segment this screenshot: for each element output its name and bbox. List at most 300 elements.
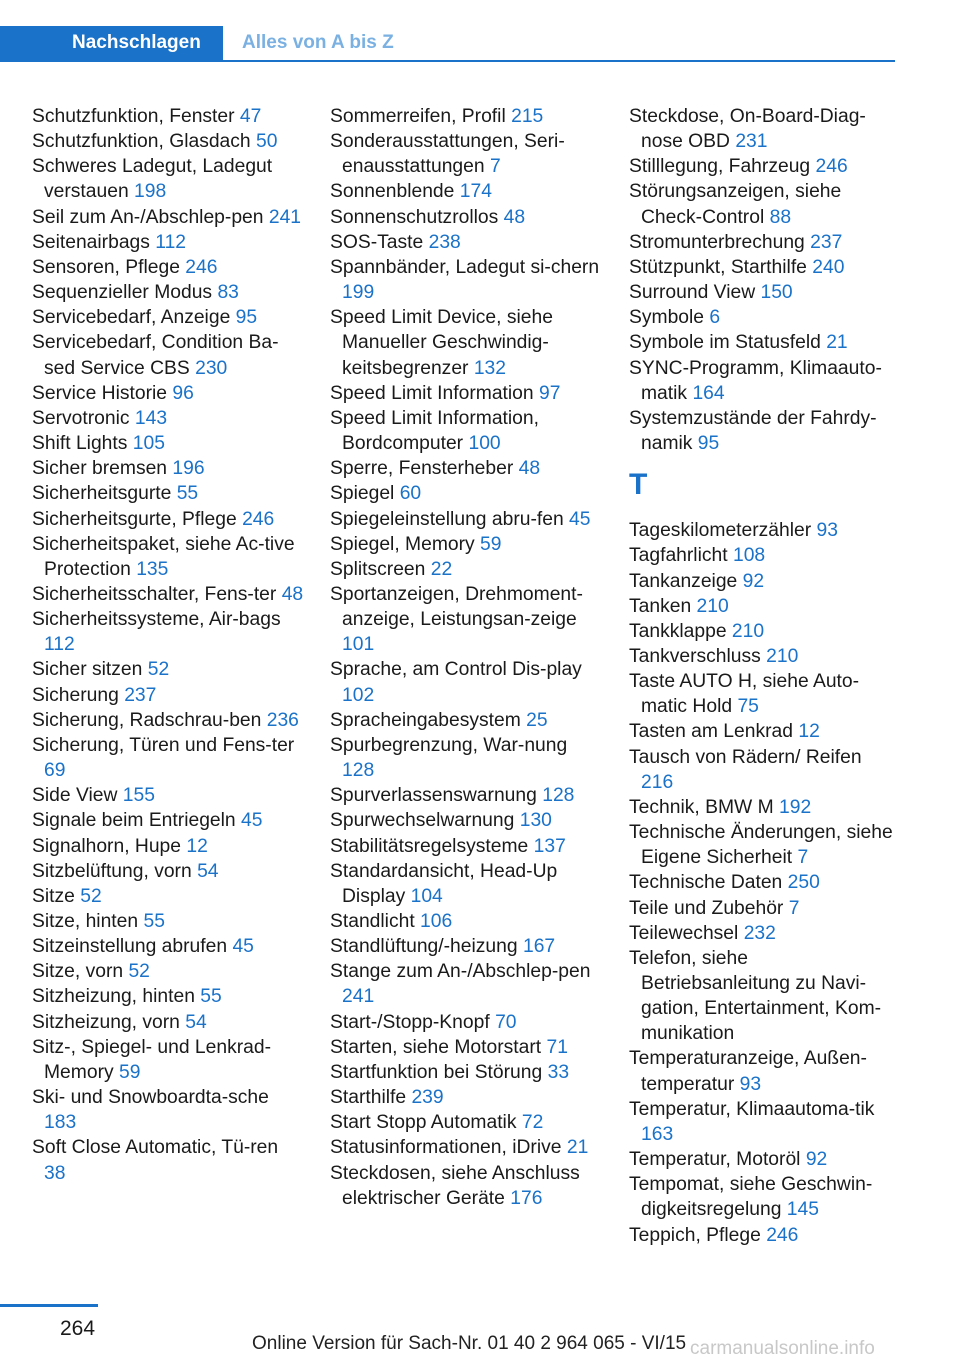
page-link[interactable]: 246 <box>185 256 218 278</box>
index-term: Ski- und Snowboardta-sche <box>32 1087 269 1109</box>
page-link[interactable]: 132 <box>473 357 506 379</box>
index-term: Schutzfunktion, Fenster <box>32 106 235 127</box>
page-link[interactable]: 196 <box>172 458 205 480</box>
index-entry <box>32 783 304 808</box>
index-term: Signale beim Entriegeln <box>32 810 236 832</box>
index-entry <box>330 783 602 808</box>
page-link[interactable]: 164 <box>692 382 725 404</box>
index-term: Service Historie <box>32 382 168 404</box>
index-entry <box>330 909 602 934</box>
index-term: Tankanzeige <box>629 570 738 592</box>
page-link[interactable]: 240 <box>812 256 845 278</box>
page-link[interactable]: 176 <box>510 1187 543 1209</box>
page-link[interactable]: 246 <box>815 156 848 178</box>
page-link[interactable]: 7 <box>797 847 809 869</box>
index-term: Speed Limit Information <box>330 382 534 404</box>
index-term: Sitzeinstellung abrufen <box>32 936 228 958</box>
index-entry <box>629 518 899 543</box>
index-term: Standardansicht, Head-Up Display <box>330 860 558 907</box>
index-entry <box>330 959 602 1009</box>
header-tabbar <box>0 26 895 62</box>
index-term: Speed Limit Device, siehe Manueller Geschwindig-keitsbegrenzer <box>330 307 553 379</box>
tab-nachschlagen[interactable] <box>0 26 223 60</box>
index-term: Servicebedarf, Condition Ba-sed Service CBS <box>32 332 279 379</box>
index-entry <box>32 431 304 456</box>
index-entry <box>32 1035 304 1085</box>
index-entry <box>330 859 602 909</box>
index-term: Tankklappe <box>629 620 727 642</box>
index-entry <box>629 870 899 895</box>
index-term: Stilllegung, Fahrzeug <box>629 156 811 178</box>
index-term: Sicher bremsen <box>32 458 168 480</box>
index-entry <box>330 481 602 506</box>
page-link[interactable]: 45 <box>241 810 263 832</box>
index-term: Tasten am Lenkrad <box>629 721 793 743</box>
index-term: Seitenairbags <box>32 231 150 253</box>
index-term: Systemzustände der Fahrdy-namik <box>629 407 877 455</box>
index-term: Teppich, Pflege <box>629 1224 761 1246</box>
page-link[interactable]: 92 <box>805 1149 828 1171</box>
index-term: Speed Limit Information, Bordcomputer <box>330 407 539 455</box>
index-entry <box>629 1223 899 1248</box>
index-entry <box>629 820 899 870</box>
index-term: Spiegel, Memory <box>330 533 475 555</box>
page-link[interactable]: 54 <box>185 1011 207 1033</box>
index-entry <box>32 330 304 380</box>
page-link[interactable]: 241 <box>268 206 302 228</box>
index-term: Sicherheitssysteme, Air-bags <box>32 609 281 631</box>
page-link[interactable]: 241 <box>342 986 375 1008</box>
index-term: Taste AUTO H, siehe Auto-matic Hold <box>629 671 860 718</box>
index-term: Tempomat, siehe Geschwin-digkeitsregelung <box>629 1174 873 1221</box>
index-entry <box>330 834 602 859</box>
page-link[interactable]: 48 <box>281 583 304 605</box>
index-entry <box>629 619 899 644</box>
page-link[interactable]: 21 <box>566 1137 589 1159</box>
index-entry <box>330 255 602 305</box>
index-term: Stange zum An-/Abschlep-pen <box>330 961 591 983</box>
index-entry <box>330 1110 602 1135</box>
index-entry <box>629 745 899 795</box>
index-term: Starthilfe <box>330 1087 407 1109</box>
index-term: Side View <box>32 785 118 807</box>
page-link[interactable]: 97 <box>539 382 561 404</box>
index-entry <box>32 909 304 934</box>
index-term: SOS-Taste <box>330 231 424 253</box>
index-entry <box>629 543 899 568</box>
index-entry <box>32 1135 304 1185</box>
page-link[interactable]: 69 <box>44 760 66 782</box>
index-term: Technik, BMW M <box>629 796 774 818</box>
index-entry <box>330 1010 602 1035</box>
page-link[interactable]: 112 <box>155 231 187 253</box>
page-link[interactable]: 104 <box>410 885 443 907</box>
index-entry <box>629 569 899 594</box>
index-term: Steckdosen, siehe Anschluss elektrischer Geräte <box>330 1162 580 1209</box>
index-entry <box>32 1010 304 1035</box>
page-link[interactable]: 102 <box>342 684 375 706</box>
index-term: Splitscreen <box>330 558 426 580</box>
page-link[interactable]: 250 <box>787 872 820 894</box>
page-link[interactable]: 72 <box>521 1112 544 1134</box>
index-term: Signalhorn, Hupe <box>32 835 181 857</box>
footer-rule <box>0 1304 98 1307</box>
page-link[interactable]: 92 <box>742 570 765 592</box>
index-entry <box>330 1035 602 1060</box>
index-entry <box>629 330 899 355</box>
index-entry <box>32 834 304 859</box>
index-entry <box>32 481 304 506</box>
page-link[interactable]: 112 <box>44 634 75 656</box>
page-link[interactable]: 237 <box>810 231 843 253</box>
index-term: Sitzbelüftung, vorn <box>32 860 192 882</box>
page-link[interactable]: 231 <box>735 131 768 153</box>
page-link[interactable]: 21 <box>826 332 848 354</box>
index-term: Sonderausstattungen, Seri-enausstattungen <box>330 131 565 178</box>
page-link[interactable]: 54 <box>197 860 219 882</box>
index-entry <box>629 1046 899 1096</box>
index-entry <box>32 683 304 708</box>
index-term: Statusinformationen, iDrive <box>330 1137 562 1159</box>
index-term: Sitzheizung, hinten <box>32 986 195 1008</box>
page-link[interactable]: 75 <box>737 696 759 718</box>
index-term: Start-/Stopp-Knopf <box>330 1011 490 1033</box>
index-term: Spiegeleinstellung abru-fen <box>330 508 564 530</box>
page-link[interactable]: 192 <box>779 796 812 818</box>
index-entry <box>629 921 899 946</box>
index-entry <box>32 280 304 305</box>
page-link[interactable]: 96 <box>172 382 194 404</box>
index-term: Start Stopp Automatik <box>330 1112 517 1134</box>
page-link[interactable]: 38 <box>44 1162 66 1184</box>
index-entry <box>330 406 602 456</box>
online-version-note: Online Version für Sach-Nr. 01 40 2 964 065 - VI/15 <box>252 1333 687 1354</box>
index-term: Technische Änderungen, siehe Eigene Sicherheit <box>629 822 893 869</box>
index-entry <box>629 1172 899 1222</box>
index-term: Sperre, Fensterheber <box>330 458 514 480</box>
page-link[interactable]: 7 <box>788 897 800 919</box>
page-link[interactable]: 52 <box>147 659 170 681</box>
index-term: Seil zum An-/Abschlep-pen <box>32 206 264 228</box>
page-link[interactable]: 198 <box>134 181 167 203</box>
tab-nachschlagen-label: Nachschlagen <box>72 32 201 53</box>
page-link[interactable]: 95 <box>697 433 720 455</box>
index-entry <box>629 406 899 456</box>
index-entry <box>32 607 304 657</box>
page-link[interactable]: 47 <box>239 106 262 127</box>
index-entry <box>32 104 304 129</box>
index-entry <box>330 1085 602 1110</box>
index-entry <box>32 808 304 833</box>
index-term: Sonnenblende <box>330 181 455 203</box>
index-term: Sicherung, Radschrau-ben <box>32 709 262 731</box>
index-term: Sicher sitzen <box>32 659 143 681</box>
index-term: Surround View <box>629 282 756 304</box>
index-entry <box>629 179 899 229</box>
index-entry <box>32 859 304 884</box>
tab-alles-von-a-bis-z[interactable]: Alles von A bis Z <box>242 32 394 53</box>
page-link[interactable]: 230 <box>195 357 228 379</box>
index-term: Sitzheizung, vorn <box>32 1011 180 1033</box>
page-link[interactable]: 55 <box>200 986 222 1008</box>
index-entry <box>32 456 304 481</box>
page-link[interactable]: 50 <box>256 131 278 153</box>
index-term: SYNC-Programm, Klimaauto-matik <box>629 357 882 404</box>
page-link[interactable]: 59 <box>480 533 502 555</box>
index-term: Sportanzeigen, Drehmoment-anzeige, Leistungsan-zeige <box>330 583 583 631</box>
index-term: Stützpunkt, Starthilfe <box>629 256 807 278</box>
index-entry <box>330 1135 602 1160</box>
index-term: Sicherheitsgurte, Pflege <box>32 508 237 530</box>
index-term: Sonnenschutzrollos <box>330 206 499 228</box>
page-link[interactable]: 137 <box>533 835 566 857</box>
page-link[interactable]: 232 <box>743 922 776 944</box>
page-link[interactable]: 238 <box>428 231 461 253</box>
index-entry <box>629 946 899 1047</box>
index-term: Spurverlassenswarnung <box>330 785 537 807</box>
index-column-3 <box>629 104 899 1248</box>
index-term: Sicherung <box>32 684 119 706</box>
index-term: Temperatur, Motoröl <box>629 1149 801 1171</box>
page-link[interactable]: 130 <box>519 810 552 832</box>
index-entry <box>32 984 304 1009</box>
page-link[interactable]: 33 <box>547 1061 570 1083</box>
index-entry <box>629 1097 899 1147</box>
page-link[interactable]: 93 <box>739 1073 762 1095</box>
index-entry <box>330 532 602 557</box>
index-term: Spurbegrenzung, War-nung <box>330 734 568 756</box>
index-term: Sensoren, Pflege <box>32 256 180 278</box>
index-entry <box>629 255 899 280</box>
index-entry <box>330 1060 602 1085</box>
index-term: Servicebedarf, Anzeige <box>32 307 231 329</box>
index-term: Technische Daten <box>629 872 783 894</box>
index-term: Tagfahrlicht <box>629 545 728 567</box>
page-link[interactable]: 163 <box>641 1123 674 1145</box>
index-entry <box>32 934 304 959</box>
index-entry <box>330 557 602 582</box>
index-term: Stabilitätsregelsysteme <box>330 835 529 857</box>
index-term: Sitz-, Spiegel- und Lenkrad-Memory <box>32 1036 272 1083</box>
page-link[interactable]: 215 <box>511 106 544 127</box>
page-link[interactable]: 105 <box>132 433 165 455</box>
page-link[interactable]: 210 <box>766 645 799 667</box>
page-link[interactable]: 83 <box>217 282 239 304</box>
index-term: Spannbänder, Ladegut si-chern <box>330 256 600 278</box>
page-number: 264 <box>60 1317 96 1340</box>
index-entry <box>330 456 602 481</box>
index-entry <box>629 280 899 305</box>
page-link[interactable]: 246 <box>242 508 275 530</box>
index-term: Sequenzieller Modus <box>32 282 213 304</box>
page-link[interactable]: 100 <box>468 433 501 455</box>
page-link[interactable]: 135 <box>136 558 169 580</box>
index-entry <box>32 381 304 406</box>
index-term: Sitze <box>32 885 75 907</box>
index-entry <box>32 959 304 984</box>
page-link[interactable]: 25 <box>526 709 548 731</box>
index-term: Symbole im Statusfeld <box>629 332 821 354</box>
index-term: Spiegel <box>330 483 395 505</box>
index-term: Schutzfunktion, Glasdach <box>32 131 251 153</box>
index-term: Sitze, vorn <box>32 961 124 983</box>
index-entry <box>32 205 304 230</box>
index-term: Stromunterbrechung <box>629 231 805 253</box>
page-link[interactable]: 55 <box>143 911 165 932</box>
page-link[interactable]: 48 <box>503 206 526 228</box>
index-entry <box>330 305 602 380</box>
index-entry <box>32 305 304 330</box>
page-link[interactable]: 12 <box>186 835 208 857</box>
page-link[interactable]: 183 <box>44 1112 77 1134</box>
index-column-2 <box>330 104 602 1211</box>
index-term: Steckdose, On-Board-Diag-nose OBD <box>629 106 866 153</box>
index-term: Shift Lights <box>32 433 128 455</box>
index-entry <box>629 795 899 820</box>
page-link[interactable]: 55 <box>176 483 199 505</box>
page-link[interactable]: 236 <box>266 709 299 731</box>
index-entry <box>32 1085 304 1135</box>
page-link[interactable]: 128 <box>542 785 575 807</box>
index-term: Tanken <box>629 595 692 617</box>
page-link[interactable]: 101 <box>342 634 375 656</box>
page-link[interactable]: 167 <box>522 936 556 958</box>
section-letter: T <box>629 468 648 502</box>
index-term: Spurwechselwarnung <box>330 810 515 832</box>
index-term: Tageskilometerzähler <box>629 520 812 542</box>
index-entry <box>330 708 602 733</box>
index-term: Sitze, hinten <box>32 911 139 932</box>
index-entry <box>32 255 304 280</box>
index-entry <box>330 934 602 959</box>
index-entry <box>32 532 304 582</box>
index-entry <box>330 381 602 406</box>
page-link[interactable]: 128 <box>342 760 375 782</box>
index-column-1 <box>32 104 304 1186</box>
index-term: Teilewechsel <box>629 922 739 944</box>
index-term: Schweres Ladegut, Ladegut verstauen <box>32 156 273 203</box>
index-entry <box>32 129 304 154</box>
page-link[interactable]: 210 <box>696 595 729 617</box>
index-term: Telefon, siehe Betriebsanleitung zu Navi-gation, Entertainment, Kom-munikation <box>629 947 882 1045</box>
page-link[interactable]: 239 <box>411 1087 444 1109</box>
index-term: Sicherheitspaket, siehe Ac-tive Protection <box>32 533 295 580</box>
page-link[interactable]: 150 <box>760 282 793 304</box>
index-term: Starten, siehe Motorstart <box>330 1036 542 1058</box>
page-link[interactable]: 155 <box>122 785 155 807</box>
index-entry <box>32 154 304 204</box>
page-link[interactable]: 106 <box>420 911 453 932</box>
index-term: Servotronic <box>32 407 130 429</box>
index-term: Sprache, am Control Dis-play <box>330 659 582 681</box>
index-entry <box>629 644 899 669</box>
index-entry <box>330 657 602 707</box>
index-entry <box>32 708 304 733</box>
index-entry <box>330 733 602 783</box>
index-entry <box>32 406 304 431</box>
index-entry <box>629 104 899 154</box>
index-entry <box>330 129 602 179</box>
index-entry <box>629 896 899 921</box>
index-entry <box>629 719 899 744</box>
index-entry <box>330 808 602 833</box>
page-link[interactable]: 237 <box>124 684 157 706</box>
page-link[interactable]: 22 <box>430 558 453 580</box>
index-entry <box>32 230 304 255</box>
index-entry <box>330 104 602 129</box>
index-entry <box>629 230 899 255</box>
index-entry <box>629 1147 899 1172</box>
index-term: Startfunktion bei Störung <box>330 1061 543 1083</box>
index-term: Teile und Zubehör <box>629 897 784 919</box>
index-entry <box>629 356 899 406</box>
index-entry <box>32 507 304 532</box>
page-link[interactable]: 143 <box>134 407 168 429</box>
index-term: Störungsanzeigen, siehe Check-Control <box>629 181 842 228</box>
index-entry <box>32 582 304 607</box>
header-rule <box>0 60 895 62</box>
page-link[interactable]: 45 <box>569 508 591 530</box>
index-entry <box>629 594 899 619</box>
page-link[interactable]: 216 <box>641 771 674 793</box>
index-entry <box>330 230 602 255</box>
page-link[interactable]: 145 <box>786 1199 819 1221</box>
page-link[interactable]: 95 <box>235 307 258 329</box>
page-link[interactable]: 7 <box>489 156 501 178</box>
index-term: Spracheingabesystem <box>330 709 521 731</box>
index-term: Temperaturanzeige, Außen-temperatur <box>629 1048 867 1095</box>
page-link[interactable]: 71 <box>546 1036 568 1058</box>
page-link[interactable]: 108 <box>732 545 766 567</box>
page-link[interactable]: 12 <box>798 721 820 743</box>
index-term: Symbole <box>629 307 705 329</box>
index-entry <box>629 154 899 179</box>
page-link[interactable]: 246 <box>766 1224 799 1246</box>
index-entry <box>330 179 602 204</box>
index-entry <box>330 507 602 532</box>
index-entry <box>32 733 304 783</box>
page-link[interactable]: 210 <box>731 620 765 642</box>
index-term: Sicherheitsgurte <box>32 483 172 505</box>
page-link[interactable]: 93 <box>816 520 838 542</box>
page-link[interactable]: 45 <box>232 936 254 958</box>
index-entry <box>629 305 899 330</box>
index-term: Standlüftung/-heizung <box>330 936 518 958</box>
page-link[interactable]: 70 <box>495 1011 517 1033</box>
index-entry <box>330 1161 602 1211</box>
page-link[interactable]: 88 <box>769 206 792 228</box>
index-term: Sicherung, Türen und Fens-ter <box>32 734 295 756</box>
page-link[interactable]: 60 <box>399 483 422 505</box>
watermark: carmanualsonline.info <box>690 1338 875 1359</box>
page-link[interactable]: 199 <box>342 282 375 304</box>
index-term: Tausch von Rädern/ Reifen <box>629 746 862 768</box>
index-entry <box>330 205 602 230</box>
page-link[interactable]: 59 <box>119 1061 141 1083</box>
page-link[interactable]: 174 <box>459 181 492 203</box>
index-entry <box>32 657 304 682</box>
index-term: Standlicht <box>330 911 415 932</box>
index-entry <box>32 884 304 909</box>
index-term: Soft Close Automatic, Tü-ren <box>32 1137 279 1159</box>
page-link[interactable]: 52 <box>80 885 102 907</box>
page-link[interactable]: 6 <box>709 307 721 329</box>
index-term: Sommerreifen, Profil <box>330 106 506 127</box>
index-term: Sicherheitsschalter, Fens-ter <box>32 583 277 605</box>
page-link[interactable]: 52 <box>128 961 150 983</box>
page-link[interactable]: 48 <box>518 458 541 480</box>
index-term: Temperatur, Klimaautoma-tik <box>629 1098 875 1120</box>
